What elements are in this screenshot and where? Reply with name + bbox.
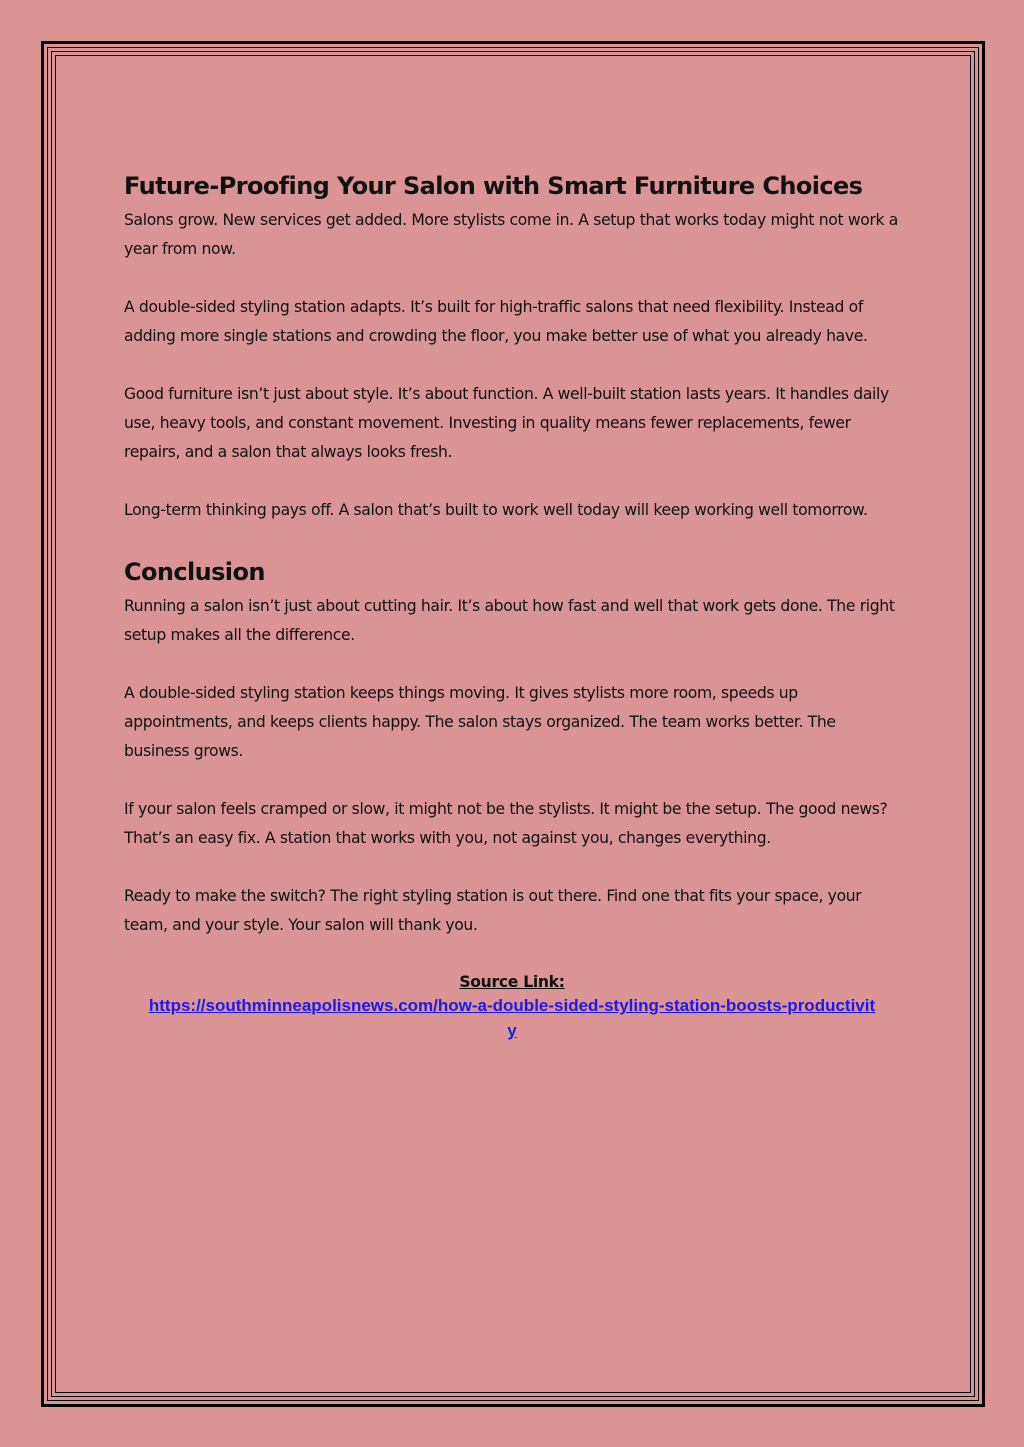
paragraph: Long-term thinking pays off. A salon that’s built to work well today will keep working well tomorrow.: [124, 501, 868, 519]
paragraph: Running a salon isn’t just about cutting hair. It’s about how fast and well that work gets done. The right setup makes all the difference.: [124, 597, 895, 644]
article-body: [124, 168, 900, 1043]
paragraph: A double-sided styling station adapts. It’s built for high-traffic salons that need flexibility. Instead of adding more single stations and crowding the floor, you make better use of what you already have.: [124, 298, 868, 345]
section-heading-future-proofing: Future-Proofing Your Salon with Smart Furniture Choices: [124, 172, 863, 200]
paragraph: Salons grow. New services get added. More stylists come in. A setup that works today might not work a year from now.: [124, 211, 899, 258]
paragraph: Ready to make the switch? The right styling station is out there. Find one that fits your space, your team, and your style. Your salon will thank you.: [124, 887, 862, 934]
section-heading-conclusion: Conclusion: [124, 558, 265, 586]
paragraph: If your salon feels cramped or slow, it might not be the stylists. It might be the setup. The good news? That’s an easy fix. A station that works with you, not against you, changes everything.: [124, 800, 888, 847]
source-label: Source Link:: [459, 973, 565, 991]
paragraph: Good furniture isn’t just about style. It’s about function. A well-built station lasts years. It handles daily use, heavy tools, and constant movement. Investing in quality means fewer replacements, fewer repairs, and a salon that always looks fresh.: [124, 385, 889, 461]
source-block: [124, 971, 900, 1043]
paragraph: A double-sided styling station keeps things moving. It gives stylists more room, speeds up appointments, and keeps clients happy. The salon stays organized. The team works better. The business grows.: [124, 684, 836, 760]
source-link[interactable]: https://southminneapolisnews.com/how-a-double-sided-styling-station-boosts-productivity: [148, 996, 876, 1040]
